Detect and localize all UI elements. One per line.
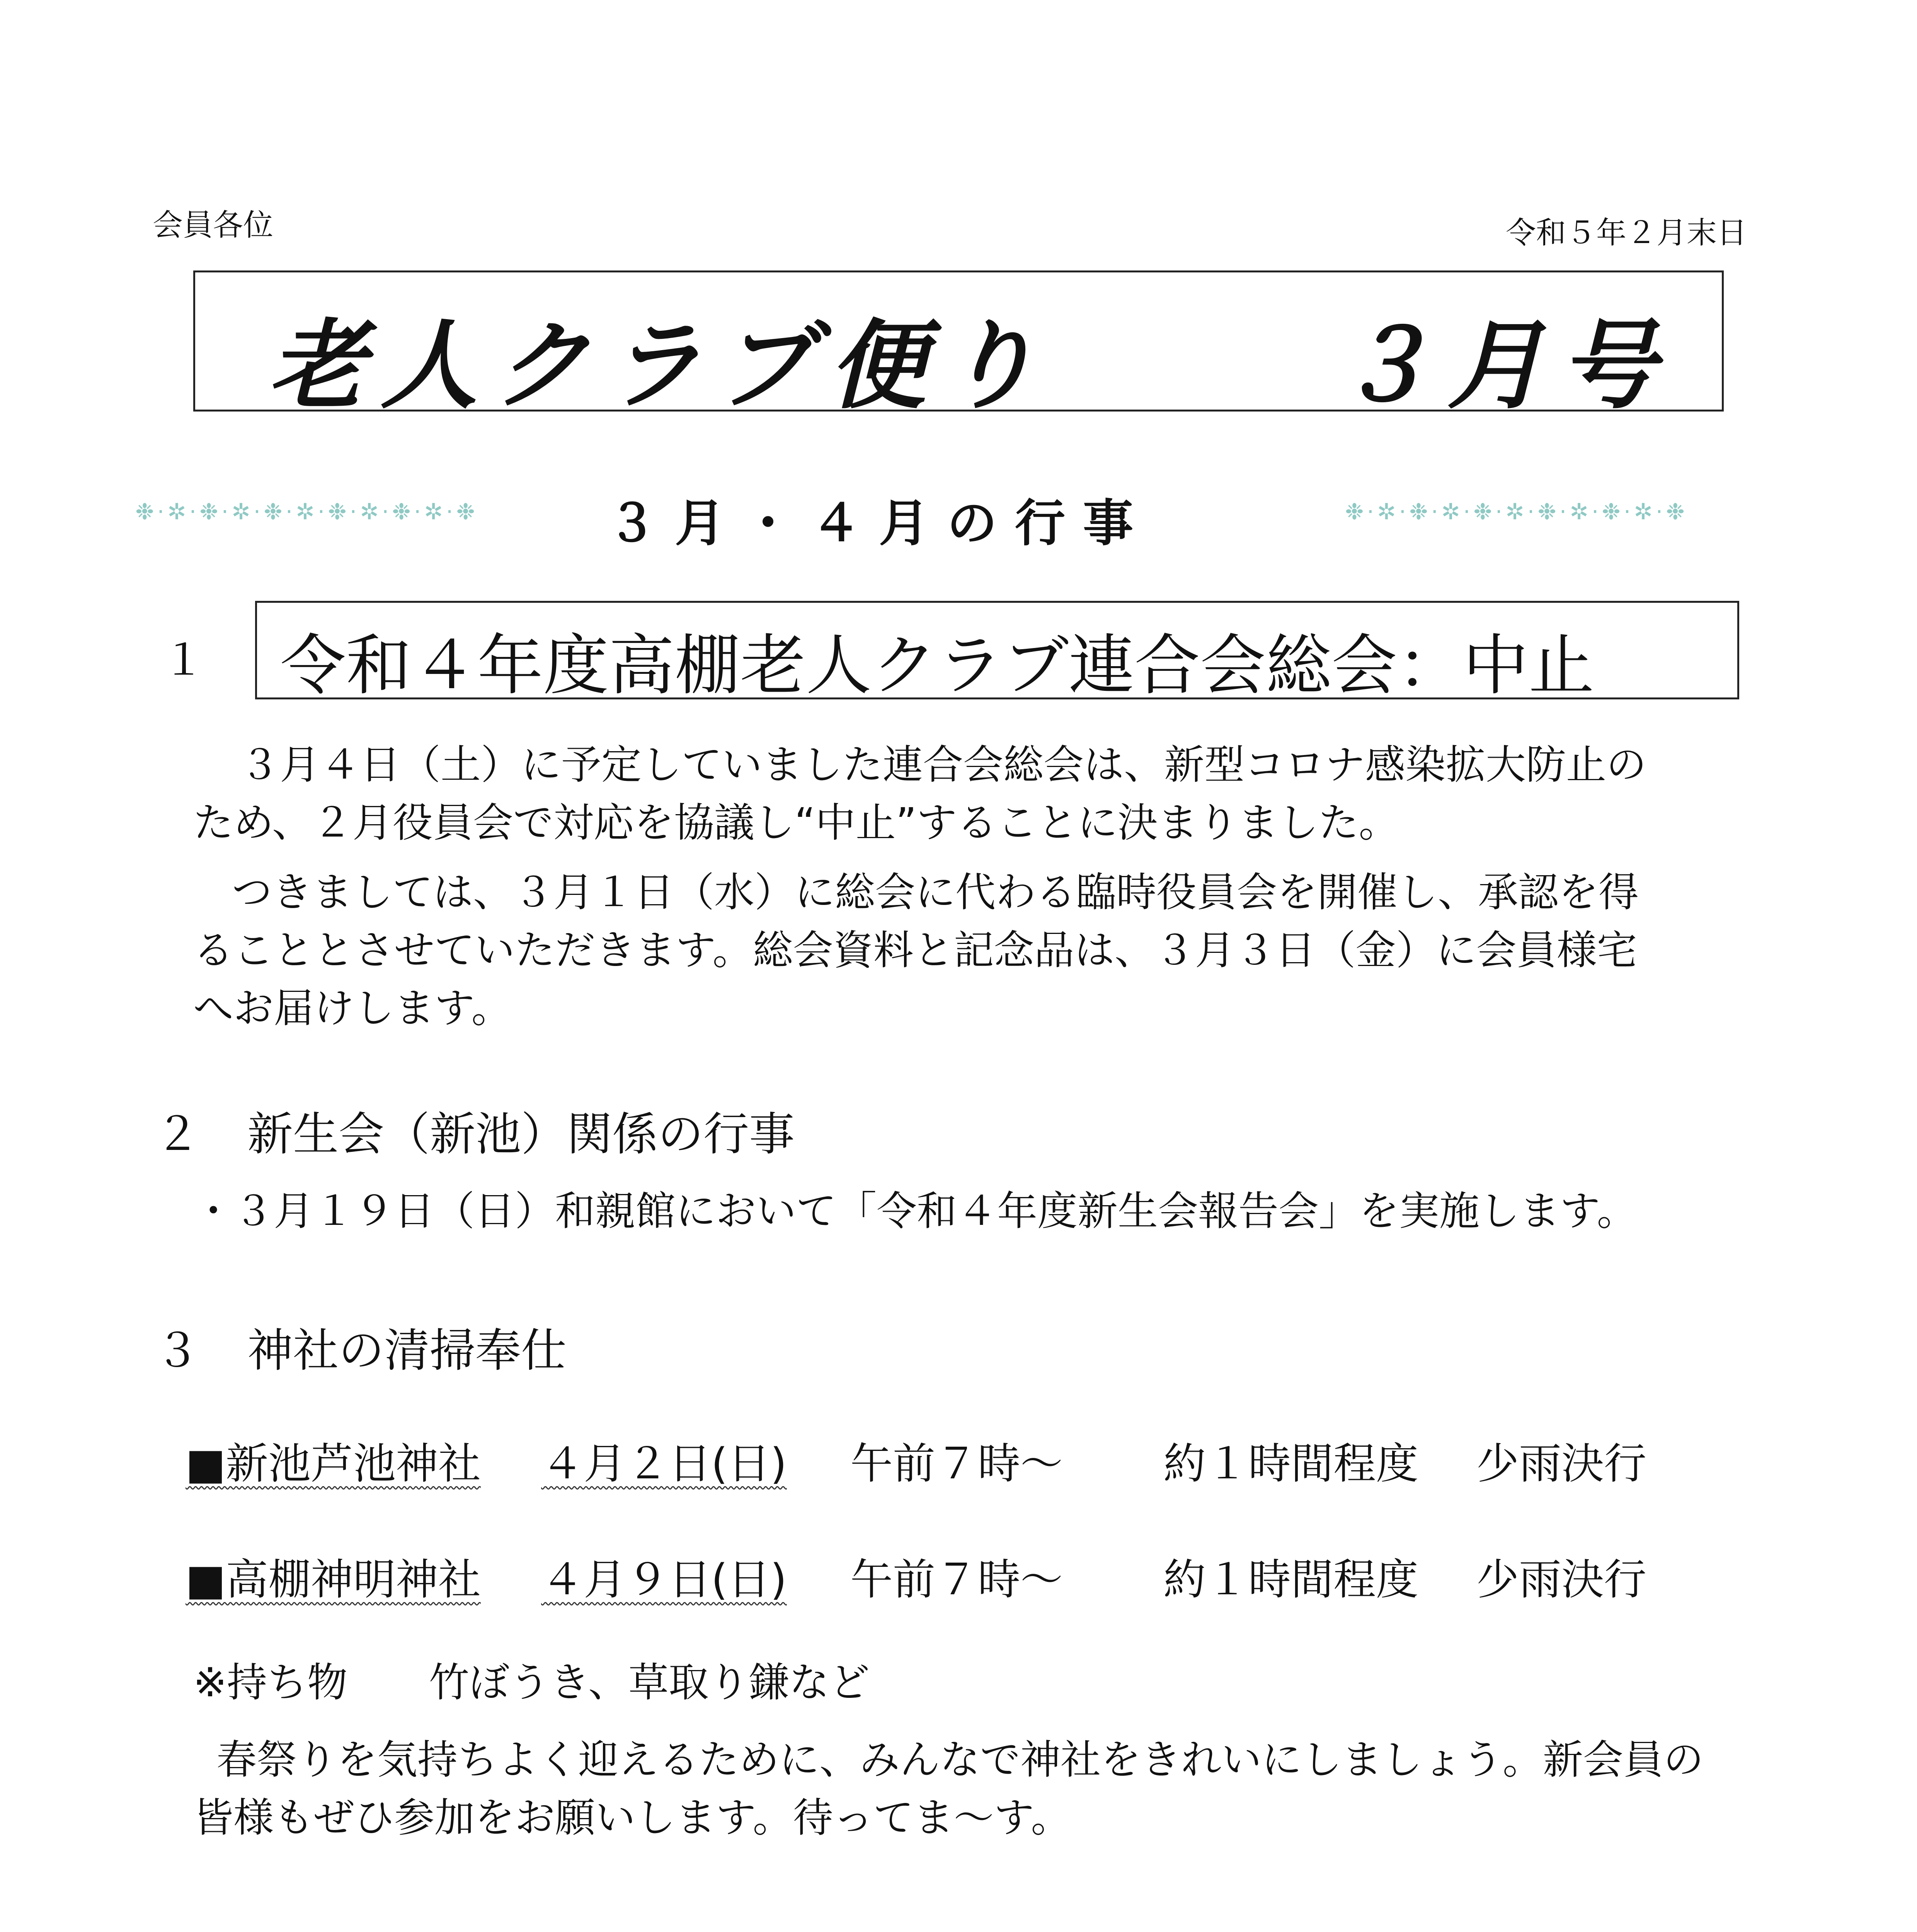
- schedule-row-2-shrine: ■高棚神明神社: [186, 1555, 481, 1604]
- section1-title: 令和４年度高棚老人クラブ連合会総会：中止: [280, 628, 1595, 704]
- items-to-bring-value: 竹ぼうき、草取り鎌など: [429, 1659, 870, 1706]
- schedule-row-2-duration: 約１時間程度: [1163, 1555, 1418, 1604]
- schedule-row-2-date: ４月９日(日): [541, 1555, 787, 1604]
- issue-date: 令和５年２月末日: [1505, 216, 1747, 250]
- section3-message-line-2: 皆様もぜひ参加をお願いします。待ってま～す。: [193, 1794, 1071, 1841]
- newsletter-title-box: [193, 270, 1724, 422]
- items-to-bring-label: ※持ち物: [193, 1659, 348, 1706]
- schedule-row-1-time: 午前７時～: [850, 1439, 1063, 1488]
- section1-line-3: つきましては、３月１日（水）に総会に代わる臨時役員会を開催し、承認を得: [232, 869, 1639, 916]
- section1-title-box: [255, 601, 1739, 704]
- section3-title: 神社の清掃奉仕: [247, 1324, 567, 1377]
- sparkle-decoration-left: ❉·✲·❉·✲·❉·✲·❉·✲·❉·✲·❉: [135, 498, 478, 525]
- events-heading: ３月・４月の行事: [607, 494, 1151, 553]
- section1-line-5: へお届けします。: [193, 985, 512, 1032]
- sparkle-decoration-right: ❉·✲·❉·✲·❉·✲·❉·✲·❉·✲·❉: [1345, 498, 1688, 525]
- section2-item: ・３月１９日（日）和親館において「令和４年度新生会報告会」を実施します。: [193, 1187, 1637, 1235]
- schedule-row-2-time: 午前７時～: [850, 1555, 1063, 1604]
- section3-message-line-1: 春祭りを気持ちよく迎えるために、みんなで神社をきれいにしましょう。新会員の: [216, 1736, 1704, 1783]
- schedule-row-2-weather: 少雨決行: [1476, 1555, 1646, 1604]
- schedule-row-1-weather: 少雨決行: [1476, 1439, 1646, 1488]
- section1-number: １: [162, 635, 205, 685]
- schedule-row-1-shrine: ■新池芦池神社: [186, 1439, 481, 1488]
- recipient-label: 会員各位: [153, 208, 274, 243]
- section2-number: ２: [155, 1107, 201, 1161]
- section1-line-2: ため、２月役員会で対応を協議し“中止”することに決まりました。: [193, 799, 1399, 846]
- section2-title: 新生会（新池）関係の行事: [247, 1107, 795, 1161]
- schedule-row-1-date: ４月２日(日): [541, 1439, 787, 1488]
- newsletter-title: 老人クラブ便り: [269, 308, 1053, 422]
- section3-number: ３: [155, 1324, 201, 1377]
- schedule-row-1-duration: 約１時間程度: [1163, 1439, 1418, 1488]
- section1-line-1: ３月４日（土）に予定していました連合会総会は、新型コロナ感染拡大防止の: [240, 741, 1647, 788]
- section1-line-4: ることとさせていただきます。総会資料と記念品は、３月３日（金）に会員様宅: [193, 927, 1637, 974]
- issue-label: ３月号: [1335, 308, 1672, 422]
